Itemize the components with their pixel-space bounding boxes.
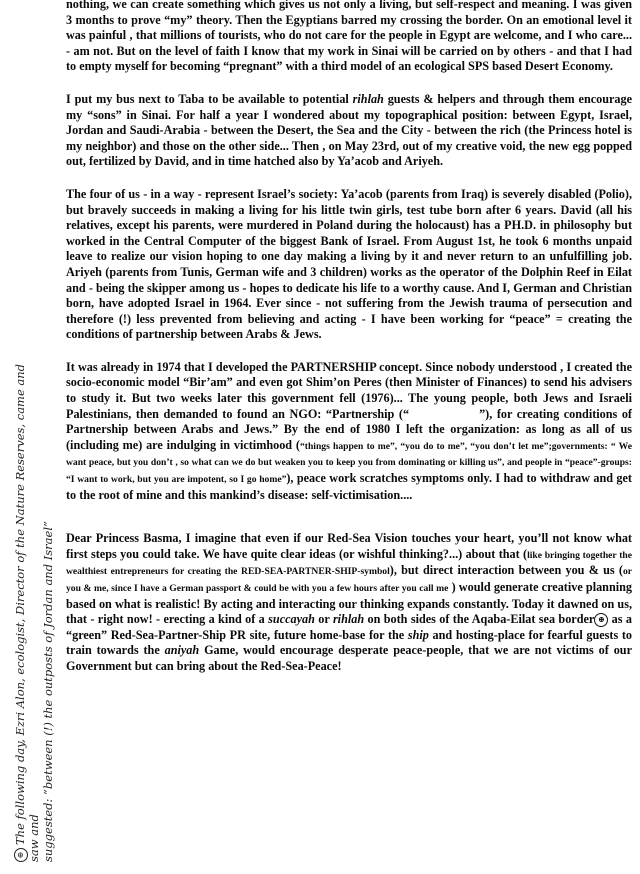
rihlah-term-2: rihlah (332, 612, 365, 627)
paragraph-5-text-a: Dear Princess Basma, I imagine that even if our Red-Sea Vision touches your heart, you’ll not know what first steps you could take. We have quite clear ideas (or wishful thinking?...) about that ( (66, 531, 632, 561)
paragraph-4-text-a: It was already in 1974 that I developed the PARTNERSHIP concept. Since nobody understood , I created the socio-economic model “Bir’am” and even got Shim’on Peres (then Minister of Finances) to send his advisers to study it. But two weeks later this government fell (1976)... The young people, both Jews and Israeli Palestinians, then demanded to found an NGO: “Partnership (“ (66, 359, 632, 421)
paragraph-5-small-2: or you & me, since I have a German passport & could be with you a few hours after you call me (66, 566, 632, 594)
paragraph-5-small-1: like bringing together the wealthiest entrepreneurs for creating the RED-SEA-PARTNER-SHIP-symbol (66, 549, 632, 578)
paragraph-5-text-h: Game, would encourage desperate peace-people, that we are not victims of our Government but can bring about the Red-Sea-Peace! (66, 643, 632, 673)
letter-body (66, 0, 632, 692)
paragraph-5-text-d: or (314, 612, 333, 627)
paragraph-2-text-a: I put my bus next to Taba to be available to potential (66, 91, 353, 106)
succayah-term: succayah (268, 612, 315, 627)
paragraph-1-text: nothing, we can create something which gives us not only a living, but self-respect and meaning. I was given 3 months to prove “my” theory. Then the Egyptians barred my crossing the border. On an emotional level it was painful , that millions of tourists, who do not care for the people in Egypt are welcome, and I who care... - am not. But on the level of faith I know that my work in Sinai will be carried on by others - and that I had to empty myself for becoming “pregnant” with a third model of an ecological SPS based Desert Economy. (66, 0, 632, 74)
paragraph-4 (66, 360, 632, 503)
ship-term: ship (407, 627, 429, 642)
paragraph-4-text-c: ), peace work scratches symptoms only. I had to withdraw and get to the root of mine and this mankind’s disease: self-victimisation.... (66, 471, 632, 502)
paragraph-5-text-b: ), but direct interaction between you & us ( (389, 563, 623, 578)
margin-note-body (14, 362, 55, 862)
margin-note-text: The following day, Ezri Alon, ecologist, Director of the Nature Reserves, came and saw and suggested: “between (!) the outposts of Jordan and Israel” (13, 363, 55, 862)
paragraph-5-text-e: on both sides of the Aqaba-Eilat sea border (364, 612, 595, 627)
annotation-mark-icon: ⊕ (594, 613, 608, 627)
margin-mark-icon: ⊕ (14, 848, 28, 862)
aniyah-term: aniyah (164, 643, 200, 658)
paragraph-5-text-f: as a “green” Red-Sea-Partner-Ship PR site, future home-base for the (66, 612, 632, 642)
rihlah-term: rihlah (352, 91, 384, 106)
paragraph-4-small-quote: “things happen to me”, “you do to me”, “you don’t let me”;governments: “ We want peace, but you don’t , so what can we do but weaken you to keep you from dominating or killing us”, and people in “peace”-groups: “I want to work, but you are impotent, so I go home” (66, 440, 632, 486)
paragraph-5-text-g: and hosting-place for fearful guests to train towards the (66, 627, 633, 658)
paragraph-2 (66, 92, 632, 170)
paragraph-2-text-b: guests & helpers and through them encourage my “sons” in Sinai. For half a year I wondered about my topographical position: between Egypt, Israel, Jordan and Saudi-Arabia - between the Desert, the Sea and the City - between the rich (the Princess hotel is my neighbor) and those on the other side... Then , on May 23rd, out of my creative void, the new egg popped out, fertilized by David, and in time hatched also by Ya’acob and Ariyeh. (66, 91, 633, 169)
paragraph-5-text-c: ) would generate creative planning based on what is realistic! By acting and interacting our thinking expands constantly. Today it dawned on us, that - right now! - erecting a kind of a (66, 580, 632, 627)
paragraph-1 (66, 0, 632, 75)
paragraph-5 (66, 531, 632, 674)
paragraph-4-text-b: ”), for creating conditions of Partnership between Arabs and Jews.” By the end of 1980 I left the organization: as long as all of us (including me) are indulging in victimhood ( (66, 406, 632, 452)
paragraph-3 (66, 187, 632, 343)
paragraph-3-text: The four of us - in a way - represent Israel’s society: Ya’acob (parents from Iraq) is severely disabled (Polio), but bravely succeeds in making a living for his little twin girls, test tube born after 6 years. David (all his relatives, except his parents, were murdered in Poland during the holocaust) has a PH.D. in philosophy but worked in the Central Computer of the biggest Bank of Israel. From August 1st, he took 6 months unpaid leave to realize our vision hoping to one day making a living by it and never return to an unfulfilling job. Ariyeh (parents from Tunis, German wife and 3 children) works as the operator of the Dolphin Reef in Eilat and - being the skipper among us - hopes to dedicate his life to a worthy cause. And I, German and Christian born, have adopted Israel in 1964. Ever since - not suffering from the Jewish trauma of persecution and therefore (!) less prevented from believing and acting - I have been working for “peace” = creating the conditions of partnership between Arabs & Jews. (66, 186, 632, 342)
